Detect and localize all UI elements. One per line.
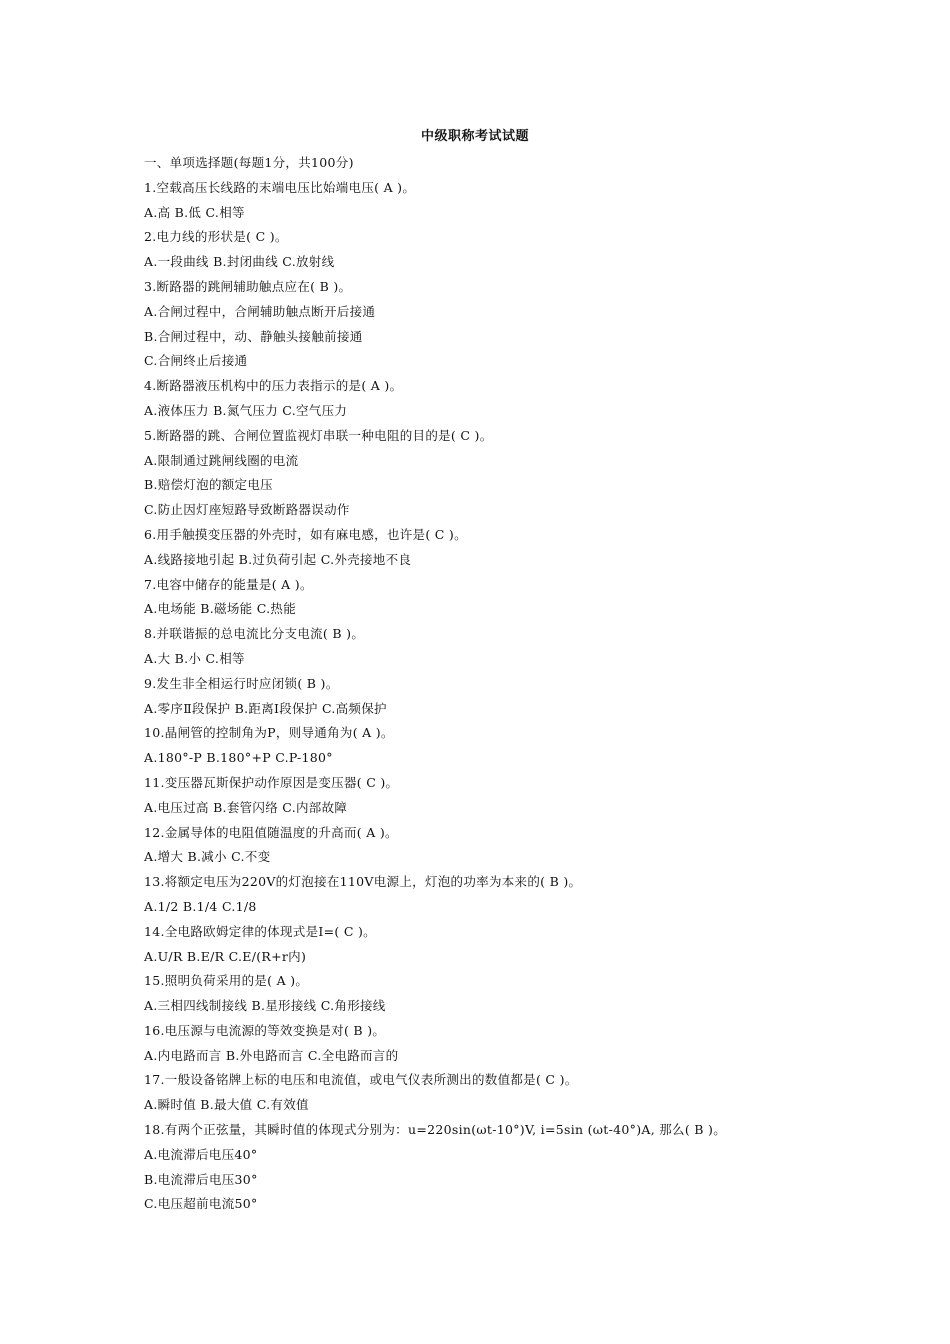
question-line: 14.全电路欧姆定律的体现式是I=( C )。 bbox=[144, 923, 376, 939]
question-line: 5.断路器的跳、合闸位置监视灯串联一种电阻的目的是( C )。 bbox=[144, 427, 493, 443]
option-line: A.电流滞后电压40° bbox=[144, 1146, 258, 1162]
question-line: 16.电压源与电流源的等效变换是对( B )。 bbox=[144, 1022, 386, 1038]
question-line: 18.有两个正弦量，其瞬时值的体现式分别为：u=220sin(ωt-10°)V, i=5sin (ωt-40°)A, 那么( B )。 bbox=[144, 1122, 727, 1138]
option-line: A.180°-P B.180°+P C.P-180° bbox=[144, 750, 333, 766]
question-line: 12.金属导体的电阻值随温度的升高而( A )。 bbox=[144, 824, 398, 840]
option-line: C.电压超前电流50° bbox=[144, 1196, 258, 1212]
option-line: A.电场能 B.磁场能 C.热能 bbox=[144, 601, 296, 617]
question-line: 2.电力线的形状是( C )。 bbox=[144, 229, 288, 245]
option-line: A.电压过高 B.套管闪络 C.内部故障 bbox=[144, 799, 348, 815]
question-line: 9.发生非全相运行时应闭锁( B )。 bbox=[144, 675, 339, 691]
option-line: A.内电路而言 B.外电路而言 C.全电路而言的 bbox=[144, 1047, 399, 1063]
option-line: B.合闸过程中，动、静触头接触前接通 bbox=[144, 328, 363, 344]
option-line: A.限制通过跳闸线圈的电流 bbox=[144, 452, 299, 468]
question-line: 6.用手触摸变压器的外壳时，如有麻电感，也许是( C )。 bbox=[144, 526, 467, 542]
option-line: A.高 B.低 C.相等 bbox=[144, 204, 245, 220]
option-line: B.电流滞后电压30° bbox=[144, 1171, 258, 1187]
question-list bbox=[144, 151, 924, 1217]
option-line: A.零序Ⅱ段保护 B.距离Ⅰ段保护 C.高频保护 bbox=[144, 700, 387, 716]
option-line: A.瞬时值 B.最大值 C.有效值 bbox=[144, 1097, 309, 1113]
question-line: 17.一般设备铭牌上标的电压和电流值，或电气仪表所测出的数值都是( C )。 bbox=[144, 1072, 578, 1088]
question-line: 8.并联谐振的总电流比分支电流( B )。 bbox=[144, 626, 365, 642]
option-line: A.液体压力 B.氮气压力 C.空气压力 bbox=[144, 402, 348, 418]
question-line: 7.电容中储存的能量是( A )。 bbox=[144, 576, 313, 592]
option-line: A.U/R B.E/R C.E/(R+r内) bbox=[144, 948, 307, 964]
document-title: 中级职称考试试题 bbox=[420, 129, 529, 144]
option-line: A.三相四线制接线 B.星形接线 C.角形接线 bbox=[144, 998, 386, 1014]
question-line: 10.晶闸管的控制角为P，则导通角为( A )。 bbox=[144, 725, 394, 741]
option-line: C.合闸终止后接通 bbox=[144, 353, 248, 369]
section-heading: 一、单项选择题(每题1分，共100分) bbox=[144, 155, 354, 170]
option-line: A.1/2 B.1/4 C.1/8 bbox=[144, 898, 257, 914]
option-line: C.防止因灯座短路导致断路器误动作 bbox=[144, 502, 350, 518]
question-line: 4.断路器液压机构中的压力表指示的是( A )。 bbox=[144, 378, 403, 394]
option-line: A.大 B.小 C.相等 bbox=[144, 650, 245, 666]
question-line: 1.空载高压长线路的末端电压比始端电压( A )。 bbox=[144, 179, 416, 195]
option-line: A.一段曲线 B.封闭曲线 C.放射线 bbox=[144, 254, 335, 270]
question-line: 3.断路器的跳闸辅助触点应在( B )。 bbox=[144, 278, 352, 294]
question-line: 13.将额定电压为220V的灯泡接在110V电源上，灯泡的功率为本来的( B )。 bbox=[144, 874, 582, 890]
question-line: 15.照明负荷采用的是( A )。 bbox=[144, 973, 309, 989]
question-line: 11.变压器瓦斯保护动作原因是变压器( C )。 bbox=[144, 774, 399, 790]
option-line: A.线路接地引起 B.过负荷引起 C.外壳接地不良 bbox=[144, 551, 412, 567]
option-line: A.合闸过程中，合闸辅助触点断开后接通 bbox=[144, 303, 376, 319]
option-line: B.赔偿灯泡的额定电压 bbox=[144, 477, 273, 493]
option-line: A.增大 B.减小 C.不变 bbox=[144, 849, 271, 865]
